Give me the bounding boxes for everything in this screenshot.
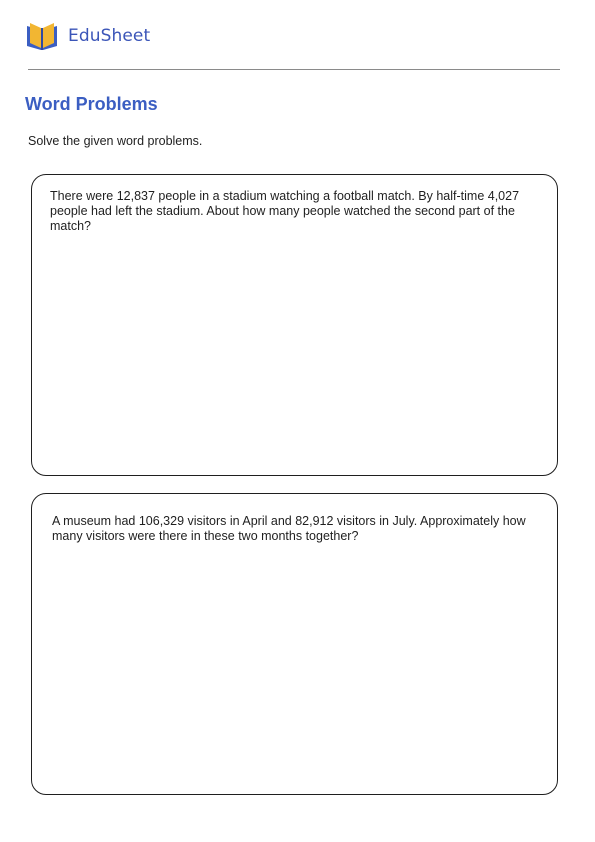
open-book-icon xyxy=(26,21,58,51)
brand-name: EduSheet xyxy=(68,26,151,46)
header-divider xyxy=(28,69,560,70)
problem-box xyxy=(31,493,558,795)
problem-box xyxy=(31,174,558,476)
header xyxy=(26,20,150,52)
problem-text: A museum had 106,329 visitors in April and 82,912 visitors in July. Approximately how many visitors were there in these two months together? xyxy=(52,514,526,543)
instructions: Solve the given word problems. xyxy=(28,134,203,148)
page-title: Word Problems xyxy=(25,94,158,114)
problem-text: There were 12,837 people in a stadium watching a football match. By half-time 4,027 people had left the stadium. About how many people watched the second part of the match? xyxy=(50,189,520,233)
